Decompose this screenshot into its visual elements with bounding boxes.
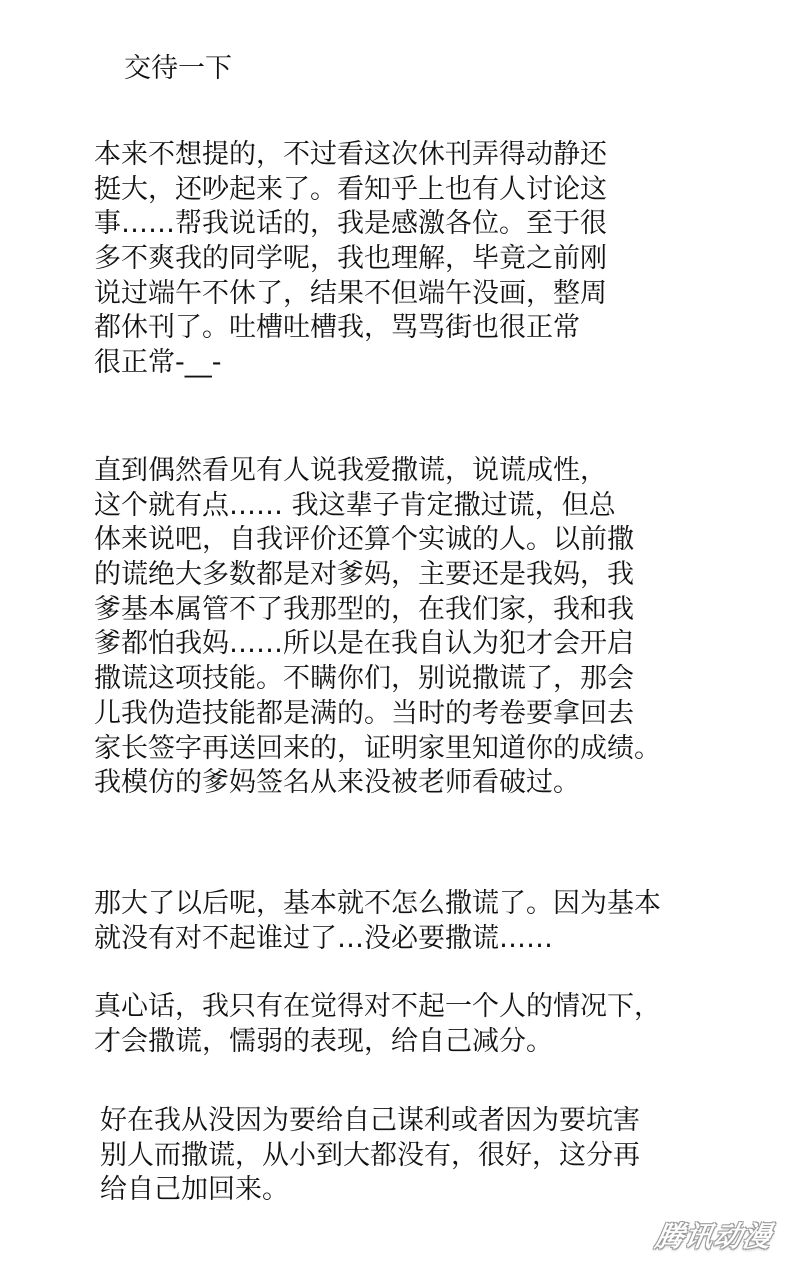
paragraph-1 <box>94 138 607 381</box>
text-line: 爹基本属管不了我那型的，在我们家，我和我 <box>94 593 634 625</box>
text-line: 很正常-__- <box>94 347 222 379</box>
text-line: 撒谎这项技能。不瞒你们，别说撒谎了，那会 <box>94 663 634 695</box>
text-line: 的谎绝大多数都是对爹妈，主要还是我妈，我 <box>94 559 634 591</box>
text-line: 别人而撒谎，从小到大都没有，很好，这分再 <box>100 1139 640 1171</box>
text-line: 事……帮我说话的，我是感激各位。至于很 <box>94 208 607 240</box>
paragraph-2 <box>94 454 661 801</box>
text-line: 就没有对不起谁过了…没必要撒谎…… <box>94 922 553 954</box>
text-line: 本来不想提的，不过看这次休刊弄得动静还 <box>94 139 607 170</box>
page-title: 交待一下 <box>124 53 232 84</box>
text-line: 多不爽我的同学呢，我也理解，毕竟之前刚 <box>94 243 607 275</box>
text-line: 挺大，还吵起来了。看知乎上也有人讨论这 <box>94 173 607 205</box>
text-line: 才会撒谎，懦弱的表现，给自己减分。 <box>94 1025 553 1057</box>
text-line: 直到偶然看见有人说我爱撒谎，说谎成性， <box>94 455 607 486</box>
text-line: 那大了以后呢，基本就不怎么撒谎了。因为基本 <box>94 888 661 919</box>
text-line: 好在我从没因为要给自己谋利或者因为要坑害 <box>100 1105 640 1136</box>
text-line: 家长签字再送回来的，证明家里知道你的成绩。 <box>94 732 661 764</box>
text-line: 都休刊了。吐槽吐槽我，骂骂街也很正常 <box>94 312 580 344</box>
paragraph-4 <box>94 990 661 1059</box>
text-line: 爹都怕我妈……所以是在我自认为犯才会开启 <box>94 628 634 660</box>
text-line: 说过端午不休了，结果不但端午没画，整周 <box>94 277 607 309</box>
watermark-text: 腾讯动漫 <box>652 1220 775 1253</box>
text-line: 给自己加回来。 <box>100 1174 289 1206</box>
text-line: 这个就有点…… 我这辈子肯定撒过谎，但总 <box>94 489 616 521</box>
text-line: 真心话，我只有在觉得对不起一个人的情况下， <box>94 991 661 1022</box>
text-line: 我模仿的爹妈签名从来没被老师看破过。 <box>94 767 580 799</box>
text-line: 儿我伪造技能都是满的。当时的考卷要拿回去 <box>94 697 634 729</box>
text-line: 体来说吧，自我评价还算个实诚的人。以前撒 <box>94 524 634 556</box>
watermark-logo <box>644 1214 783 1256</box>
paragraph-3 <box>94 887 661 956</box>
paragraph-5 <box>100 1104 640 1208</box>
